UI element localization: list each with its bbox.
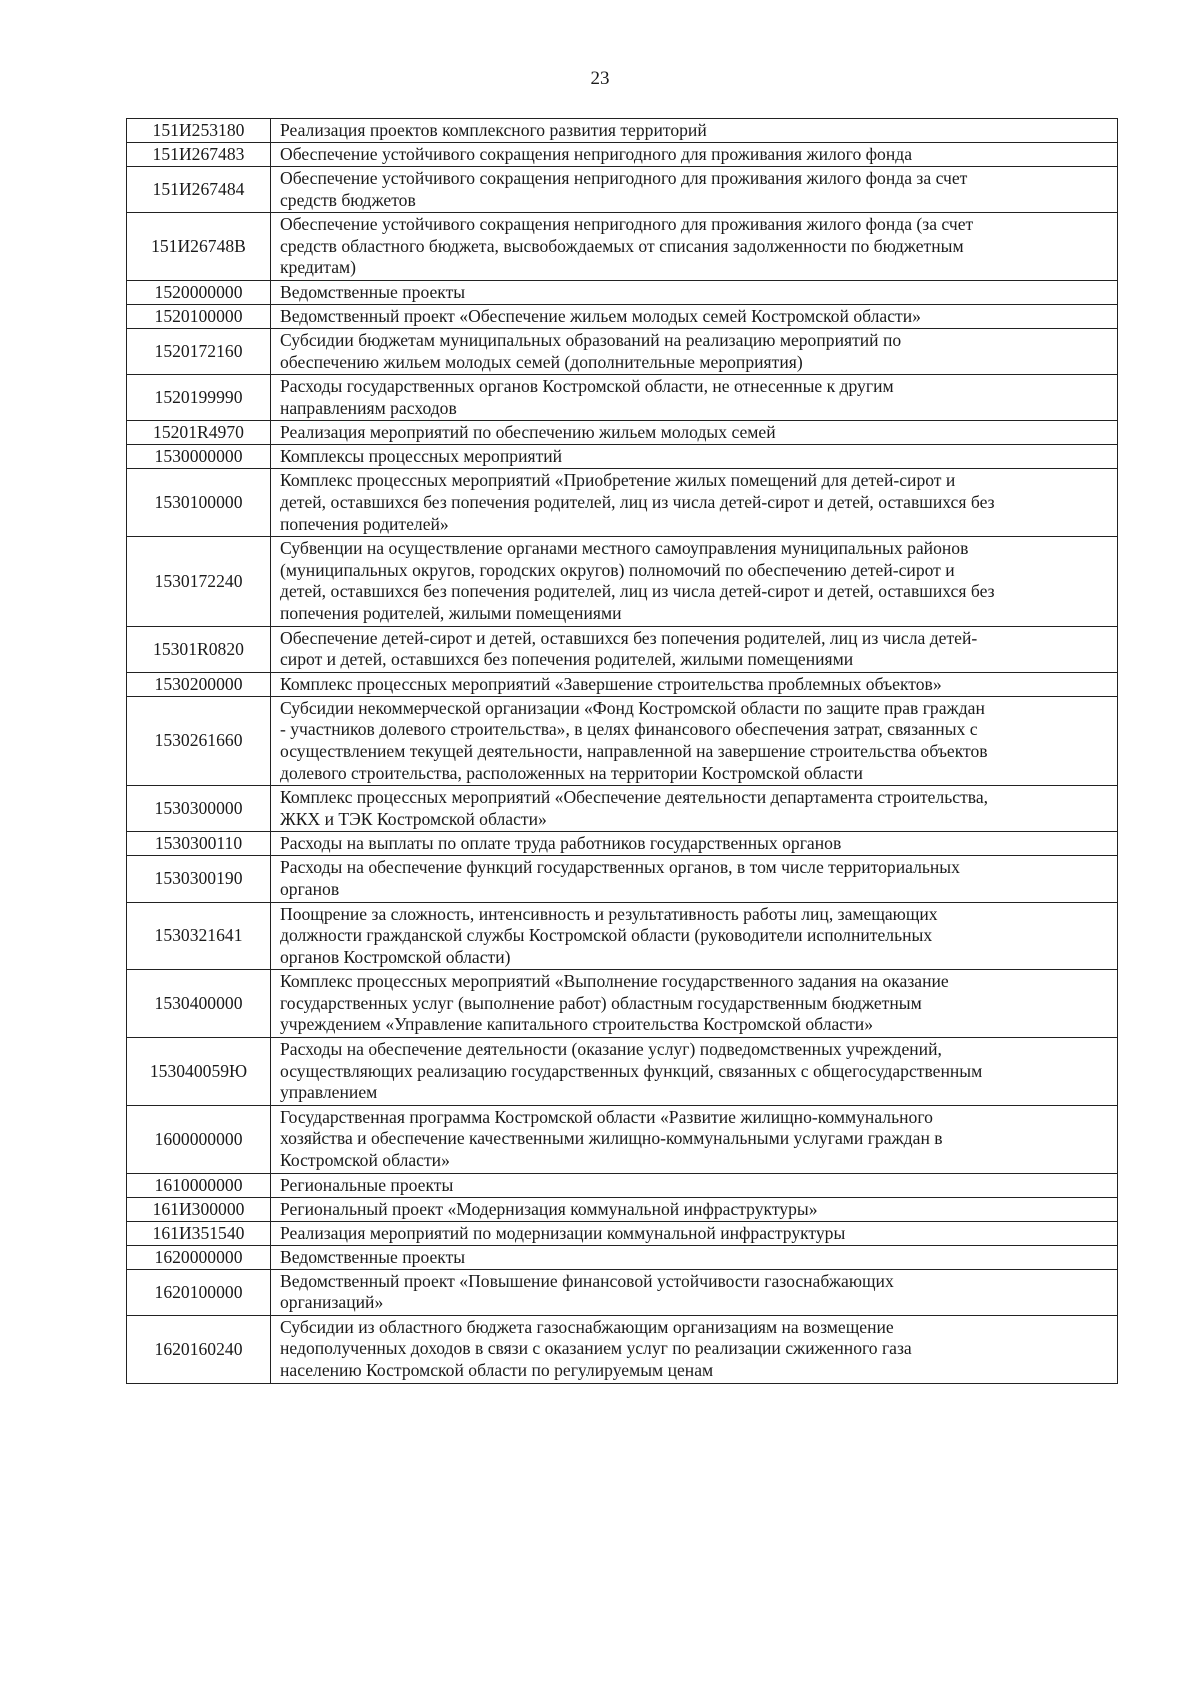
row-description [271, 445, 1118, 469]
table-row [127, 786, 1118, 832]
row-description [271, 119, 1118, 143]
row-code: 1610000000 [127, 1173, 271, 1197]
description-line: управлением [280, 1082, 378, 1103]
description-line: сирот и детей, оставшихся без попечения родителей, жилыми помещениями [280, 649, 854, 670]
description-line: Ведомственные проекты [280, 1246, 466, 1267]
table-row [127, 902, 1118, 970]
row-description [271, 1105, 1118, 1173]
row-description [271, 832, 1118, 856]
row-description [271, 1269, 1118, 1315]
description-line: Поощрение за сложность, интенсивность и результативность работы лиц, замещающих [280, 903, 938, 924]
row-description [271, 213, 1118, 281]
row-code: 1530321641 [127, 902, 271, 970]
table-row [127, 970, 1118, 1038]
table-row [127, 1197, 1118, 1221]
description-line: Ведомственный проект «Повышение финансовой устойчивости газоснабжающих [280, 1270, 894, 1291]
description-line: Ведомственные проекты [280, 281, 466, 302]
description-line: детей, оставшихся без попечения родителей, лиц из числа детей-сирот и детей, оставшихся без [280, 491, 995, 512]
table-row [127, 213, 1118, 281]
description-line: должности гражданской службы Костромской области (руководители исполнительных [280, 925, 933, 946]
row-code: 161И300000 [127, 1197, 271, 1221]
row-code: 1530300110 [127, 832, 271, 856]
row-code: 151И267483 [127, 143, 271, 167]
description-line: Обеспечение устойчивого сокращения непригодного для проживания жилого фонда за счет [280, 168, 968, 188]
row-code: 1620160240 [127, 1315, 271, 1383]
row-code: 15201R4970 [127, 421, 271, 445]
description-line: Реализация мероприятий по обеспечению жильем молодых семей [280, 422, 776, 443]
description-line: Комплекс процессных мероприятий «Обеспечение деятельности департамента строительства, [280, 787, 989, 808]
table-body [127, 119, 1118, 1384]
row-description [271, 626, 1118, 672]
row-description [271, 167, 1118, 213]
table-row [127, 696, 1118, 785]
description-line: Реализация проектов комплексного развития территорий [280, 120, 707, 140]
table-row [127, 1105, 1118, 1173]
description-line: учреждением «Управление капитального строительства Костромской области» [280, 1014, 873, 1035]
table-row [127, 375, 1118, 421]
description-line: Расходы на обеспечение функций государственных органов, в том числе территориальных [280, 857, 960, 878]
row-description [271, 856, 1118, 902]
table-row [127, 856, 1118, 902]
row-description [271, 280, 1118, 304]
description-line: Субсидии из областного бюджета газоснабжающим организациям на возмещение [280, 1316, 894, 1337]
row-description [271, 1173, 1118, 1197]
budget-codes-table [126, 118, 1118, 1384]
table-row [127, 143, 1118, 167]
description-line: ЖКХ и ТЭК Костромской области» [280, 808, 547, 829]
description-line: попечения родителей» [280, 513, 449, 534]
row-code: 151И253180 [127, 119, 271, 143]
row-code: 1530261660 [127, 696, 271, 785]
row-description [271, 1245, 1118, 1269]
page-number: 23 [590, 68, 610, 89]
row-code: 1530100000 [127, 469, 271, 537]
description-line: Комплекс процессных мероприятий «Приобретение жилых помещений для детей-сирот и [280, 470, 956, 491]
description-line: обеспечению жильем молодых семей (дополнительные мероприятия) [280, 351, 803, 372]
table-row [127, 1038, 1118, 1106]
description-line: средств областного бюджета, высвобождаемых от списания задолженности по бюджетным [280, 235, 964, 256]
description-line: - участников долевого строительства», в целях финансового обеспечения затрат, связанных с [280, 719, 978, 740]
row-code: 151И267484 [127, 167, 271, 213]
row-code: 153040059Ю [127, 1038, 271, 1106]
table-row [127, 672, 1118, 696]
row-description [271, 902, 1118, 970]
table-row [127, 119, 1118, 143]
row-description [271, 537, 1118, 626]
row-description [271, 469, 1118, 537]
table-row [127, 280, 1118, 304]
row-description [271, 328, 1118, 374]
table-row [127, 626, 1118, 672]
description-line: организаций» [280, 1292, 384, 1313]
description-line: Комплекс процессных мероприятий «Выполнение государственного задания на оказание [280, 971, 949, 992]
description-line: Комплексы процессных мероприятий [280, 446, 563, 467]
description-line: государственных услуг (выполнение работ) областным государственным бюджетным [280, 992, 922, 1013]
row-code: 151И26748В [127, 213, 271, 281]
row-description [271, 1197, 1118, 1221]
description-line: (муниципальных округов, городских округов) полномочий по обеспечению детей-сирот и [280, 559, 955, 580]
table-row [127, 328, 1118, 374]
row-description [271, 970, 1118, 1038]
row-code: 1530300190 [127, 856, 271, 902]
row-code: 1530400000 [127, 970, 271, 1038]
row-code: 1520100000 [127, 304, 271, 328]
description-line: попечения родителей, жилыми помещениями [280, 602, 622, 623]
table-row [127, 421, 1118, 445]
row-description [271, 1038, 1118, 1106]
row-code: 1530200000 [127, 672, 271, 696]
description-line: Расходы на обеспечение деятельности (оказание услуг) подведомственных учреждений, [280, 1039, 942, 1060]
row-description [271, 304, 1118, 328]
table-row [127, 469, 1118, 537]
row-description [271, 672, 1118, 696]
row-code: 1530300000 [127, 786, 271, 832]
row-description [271, 1221, 1118, 1245]
row-code: 1530000000 [127, 445, 271, 469]
description-line: Региональные проекты [280, 1174, 454, 1195]
description-line: средств бюджетов [280, 189, 416, 210]
row-code: 1530172240 [127, 537, 271, 626]
row-description [271, 1315, 1118, 1383]
table-row [127, 1269, 1118, 1315]
description-line: населению Костромской области по регулируемым ценам [280, 1360, 714, 1381]
row-code: 161И351540 [127, 1221, 271, 1245]
row-description [271, 786, 1118, 832]
description-line: Государственная программа Костромской области «Развитие жилищно-коммунального [280, 1106, 933, 1127]
description-line: Костромской области» [280, 1150, 450, 1171]
row-code: 1620100000 [127, 1269, 271, 1315]
description-line: осуществляющих реализацию государственных функций, связанных с общегосударственным [280, 1060, 983, 1081]
description-line: Обеспечение устойчивого сокращения непригодного для проживания жилого фонда (за счет [280, 214, 974, 235]
table-row [127, 445, 1118, 469]
table-row [127, 1173, 1118, 1197]
row-code: 1520172160 [127, 328, 271, 374]
row-code: 1620000000 [127, 1245, 271, 1269]
description-line: органов Костромской области) [280, 946, 511, 967]
row-description [271, 696, 1118, 785]
description-line: Расходы государственных органов Костромской области, не отнесенные к другим [280, 376, 894, 397]
description-line: Субвенции на осуществление органами местного самоуправления муниципальных районов [280, 538, 969, 559]
description-line: Реализация мероприятий по модернизации коммунальной инфраструктуры [280, 1222, 846, 1243]
description-line: осуществлением текущей деятельности, направленной на завершение строительства объектов [280, 740, 988, 761]
description-line: Региональный проект «Модернизация коммунальной инфраструктуры» [280, 1198, 818, 1219]
row-code: 1600000000 [127, 1105, 271, 1173]
row-description [271, 143, 1118, 167]
table-row [127, 1221, 1118, 1245]
description-line: Комплекс процессных мероприятий «Завершение строительства проблемных объектов» [280, 673, 942, 694]
row-description [271, 421, 1118, 445]
table-row [127, 167, 1118, 213]
description-line: детей, оставшихся без попечения родителей, лиц из числа детей-сирот и детей, оставшихся без [280, 581, 995, 602]
table-row [127, 537, 1118, 626]
table-row [127, 1245, 1118, 1269]
table-row [127, 304, 1118, 328]
description-line: Расходы на выплаты по оплате труда работников государственных органов [280, 833, 842, 854]
description-line: долевого строительства, расположенных на территории Костромской области [280, 762, 863, 783]
description-line: кредитам) [280, 257, 356, 278]
description-line: Ведомственный проект «Обеспечение жильем молодых семей Костромской области» [280, 305, 921, 326]
table-row [127, 1315, 1118, 1383]
row-code: 1520000000 [127, 280, 271, 304]
description-line: Субсидии некоммерческой организации «Фонд Костромской области по защите прав граждан [280, 697, 985, 718]
description-line: Субсидии бюджетам муниципальных образований на реализацию мероприятий по [280, 329, 902, 350]
description-line: Обеспечение детей-сирот и детей, оставшихся без попечения родителей, лиц из числа детей- [280, 627, 978, 648]
description-line: направлениям расходов [280, 397, 457, 418]
table-row [127, 832, 1118, 856]
description-line: органов [280, 878, 340, 899]
description-line: недополученных доходов в связи с оказанием услуг по реализации сжиженного газа [280, 1338, 912, 1359]
row-description [271, 375, 1118, 421]
description-line: хозяйства и обеспечение качественными жилищно-коммунальными услугами граждан в [280, 1128, 943, 1149]
row-code: 15301R0820 [127, 626, 271, 672]
row-code: 1520199990 [127, 375, 271, 421]
description-line: Обеспечение устойчивого сокращения непригодного для проживания жилого фонда [280, 144, 913, 164]
